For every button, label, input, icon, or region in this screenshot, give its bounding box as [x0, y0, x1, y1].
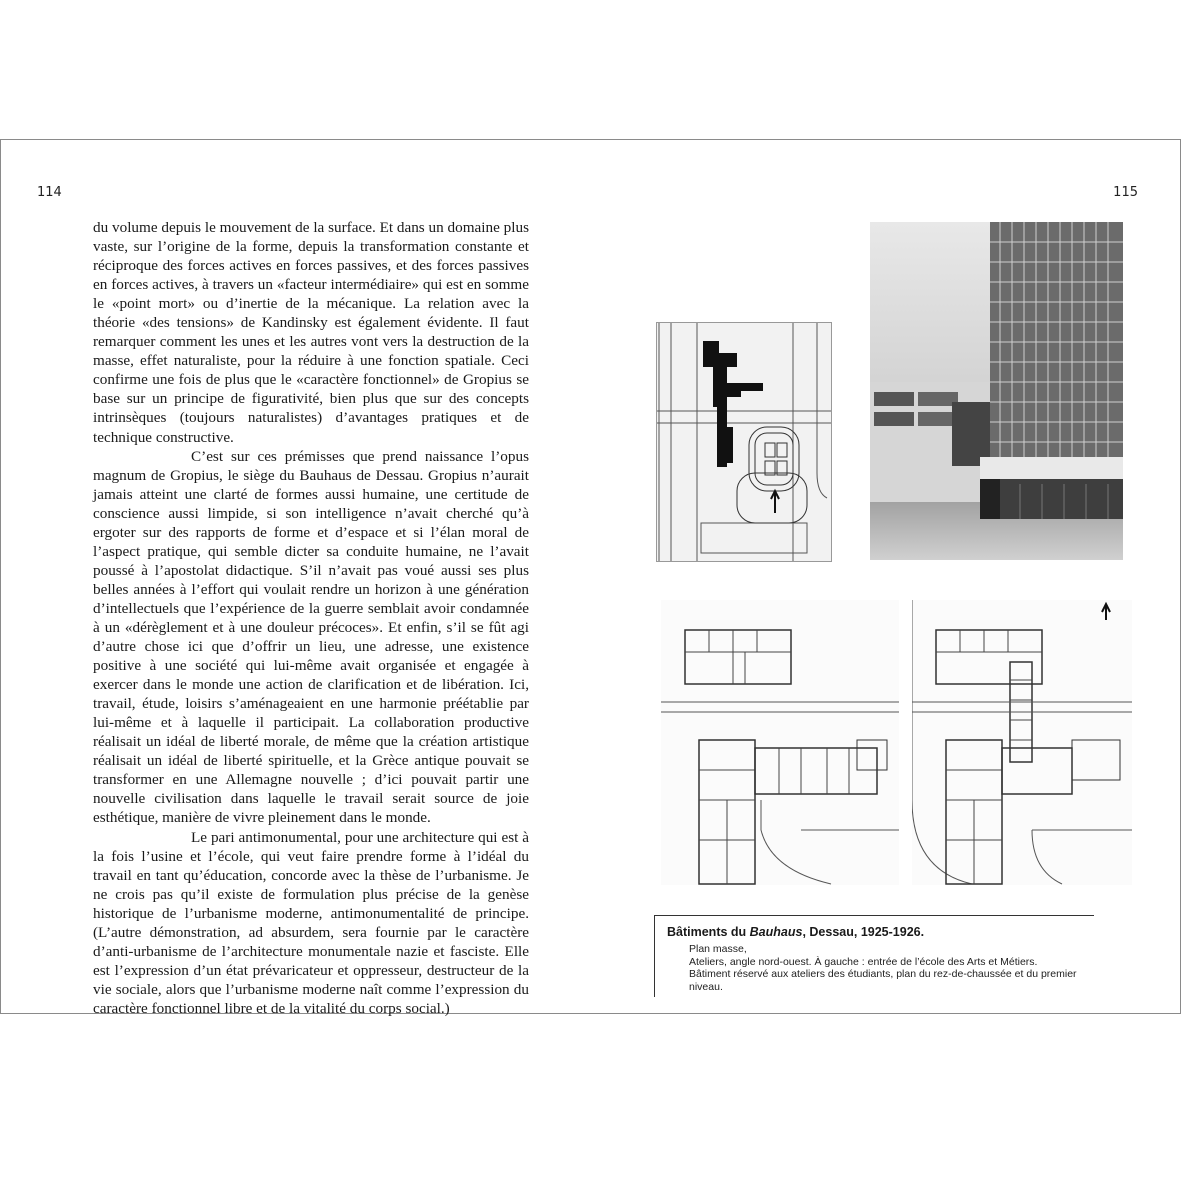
caption-line-1: Plan masse,	[689, 943, 747, 955]
caption-title-italic: Bauhaus	[749, 925, 803, 939]
paragraph-3: Le pari antimonumental, pour une architecture qui est à la fois l’usine et l’école, qui veut faire prendre forme à l’idéal du travail en tant qu’éducation, concorde avec la thèse de l’urbanisme. Je ne crois pas qu’il existe de formulation plus précise de la genèse historique de l’urbanisme moderne, antimonumentalité de principe. (L’autre démonstration, ad absurdem, sera fournie par le caractère d’anti-urbanisme de l’architecture monumentale nazie et fasciste. Elle est l’expression d’un état prévaricateur et oppresseur, destructeur de la vie sociale, alors que l’urbanisme moderne naît comme l’expression du caractère fonctionnel libre et de la vitalité du corps social.)	[93, 828, 529, 1017]
caption-title-prefix: Bâtiments du	[667, 925, 750, 939]
caption-line-3: Bâtiment réservé aux ateliers des étudiants, plan du rez-de-chaussée et du premier niveau.	[689, 968, 1077, 993]
page-number-right: 115	[1113, 185, 1138, 200]
caption-line-2: Ateliers, angle nord-ouest. À gauche : entrée de l’école des Arts et Métiers.	[689, 955, 1038, 968]
paragraph-2: C’est sur ces prémisses que prend naissance l’opus magnum de Gropius, le siège du Bauhaus de Dessau. Gropius n’aurait jamais atteint une clarté de formes aussi humaine, une certitude de conscience aussi limpide, si son intelligence n’avait cherché qu’à ergoter sur des rapports de forme et d’espace et si l’élan moral de l’aspect pratique, qui semble dicter sa conduite humaine, ne l’avait poussé à l’apostolat didactique. S’il n’avait pas voué aussi ses plus belles années à l’effort qui voulait rendre un horizon à une génération d’intellectuels que l’expérience de la guerre semblait avoir condamnée à un «dérèglement et à une douleur précoces». Et enfin, s’il se fût agi d’autre chose ici que d’offrir un lieu, une adresse, une existence positive à une société qui lui-même avait organisée et engagée à exercer dans le monde une action de clarification et de libération. Ici, travail, étude, loisirs s’aménageaient en une harmonie préétablie par lui-même et à laquelle il participait. La collaboration productive réalisait un idéal de liberté morale, de même que la création artistique réalisait un idéal de liberté spirituelle, et la Grèce antique pouvait se transformer en une Allemagne nouvelle ; d’ici pouvait partir une nouvelle civilisation dans laquelle le travail serait source de joie esthétique, manière de vivre pleinement dans le monde.	[93, 447, 529, 827]
body-text-column	[93, 218, 529, 1018]
book-spread	[0, 139, 1181, 1017]
page-number-left: 114	[37, 185, 62, 200]
bauhaus-photo	[870, 222, 1123, 560]
caption-title-suffix: , Dessau, 1925-1926.	[802, 925, 925, 939]
site-plan-image	[656, 322, 832, 562]
floor-plan-ground	[661, 600, 899, 885]
caption-title	[667, 925, 1094, 939]
paragraph-1: du volume depuis le mouvement de la surface. Et dans un domaine plus vaste, sur l’origine de la forme, depuis la transformation constante et réciproque des forces actives en forces passives, et des forces passives en forces actives, à travers un «facteur intermédiaire» qui est en somme le «point mort» ou d’inertie de la mécanique. La relation avec la théorie «des tensions» de Kandinsky est également évidente. Il faut remarquer comment les unes et les autres vont vers la destruction de la masse, effet naturaliste, pour la réduire à une fonction spatiale. Ceci confirme une fois de plus que le «caractère fonctionnel» de Gropius se base sur un principe de figurativité, bien plus que sur des concepts intrinsèques (toujours naturalistes) d’avantages pratiques et de technique constructive.	[93, 219, 529, 446]
floor-plan-first	[912, 600, 1132, 885]
figure-caption	[654, 915, 1094, 997]
